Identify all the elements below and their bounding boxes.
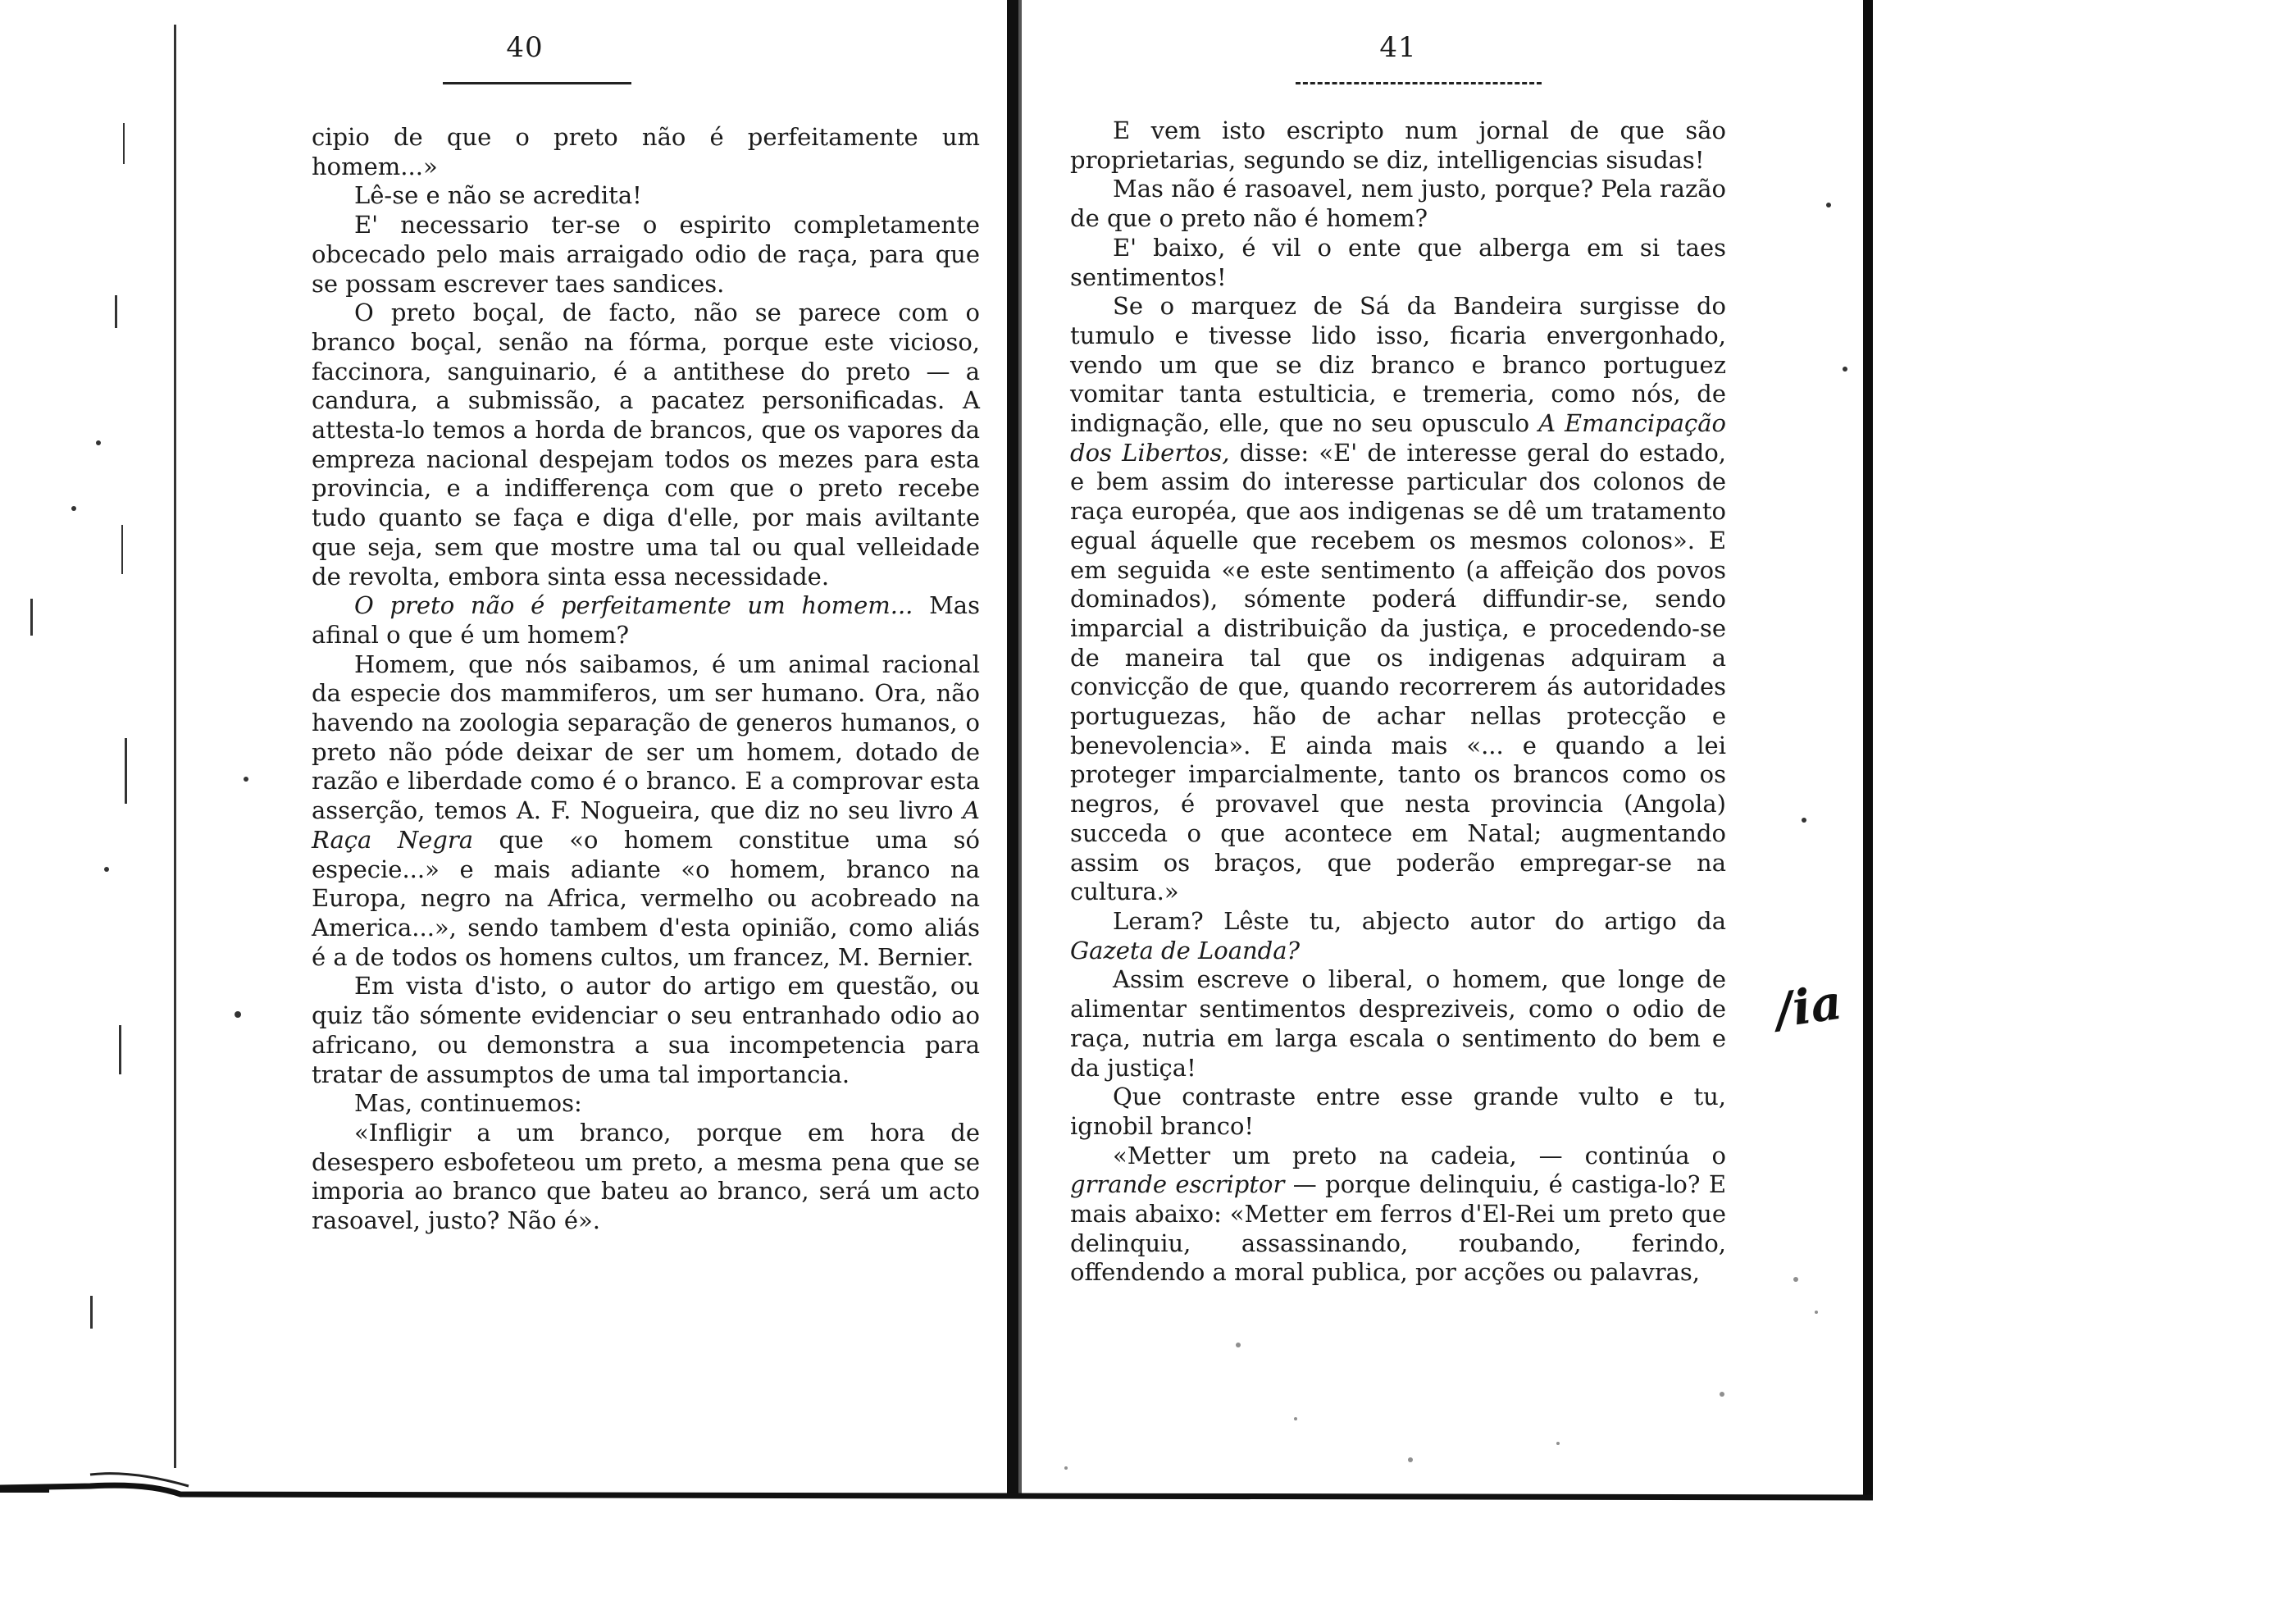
left-page-text	[312, 123, 980, 1236]
header-rule-right	[1296, 82, 1542, 84]
page-number-left: 40	[506, 31, 544, 64]
right-page-text	[1070, 116, 1726, 1288]
paragraph-rest: que «o homem constitue uma só especie...» e mais adiante «o homem, branco na Europa, negro na Africa, vermelho ou acobreado na America...», sendo tambem d'esta opinião, como aliás é a de todos os homens cultos, um francez, M. Bernier.	[312, 825, 981, 971]
paragraph: Em vista d'isto, o autor do artigo em questão, ou quiz tão sómente evidenciar o seu entranhado odio ao africano, ou demonstra a sua incompetencia para tratar de assumptos de uma tal importancia.	[312, 972, 980, 1088]
paragraph: cipio de que o preto não é perfeitamente um homem...»	[312, 123, 980, 180]
handwritten-margin-note: /ia	[1771, 973, 1846, 1039]
paragraph	[1070, 292, 1726, 907]
paragraph	[312, 650, 980, 973]
paragraph-text: Leram? Lêste tu, abjecto autor do artigo da	[1113, 906, 1726, 935]
paragraph: Que contraste entre esse grande vulto e tu, ignobil branco!	[1070, 1083, 1726, 1140]
paragraph-rest: disse: «E' de interesse geral do estado, e bem assim do interesse particular dos colonos de raça européa, que aos indigenas se dê um tratamento egual áquelle que recebem os mesmos colonos». E em seguida «e este sentimento (a affeição dos povos dominados), sómente poderá diffundir-se, sendo imparcial a distribuição da justiça, e procedendo-se de maneira tal que os indigenas adquiram a convicção de que, quando recorrerem ás autoridades portuguezas, hão de achar nellas protecção e benevolencia». E ainda mais «... e quando a lei proteger imparcialmente, tanto os brancos como os negros, é provavel que nesta provincia (Angola) succeda o que acontece em Natal; augmentando assim os braços, que poderão empregar-se na cultura.»	[1070, 438, 1726, 906]
book-title: A Raça Negra	[312, 796, 980, 854]
paragraph: Mas, continuemos:	[354, 1089, 582, 1118]
paragraph-text: Homem, que nós saibamos, é um animal racional da especie dos mammiferos, um ser humano. Ora, não havendo na zoologia separação de generos humanos, o preto não póde deixar de ser um homem, dotado de razão e liberdade como é o branco. E a comprovar esta asserção, temos A. F. Nogueira, que diz no seu livro	[312, 650, 980, 825]
italic-quote: O preto não é perfeitamente um homem...	[354, 591, 913, 620]
gutter-edge	[1018, 0, 1022, 1494]
paragraph-rest: Mas afinal o que é um homem?	[312, 591, 980, 649]
paragraph	[1070, 1142, 1726, 1288]
paragraph: E vem isto escripto num jornal de que são proprietarias, segundo se diz, intelligencias sisudas!	[1070, 116, 1726, 174]
paragraph	[312, 591, 980, 650]
page-number-right: 41	[1379, 31, 1417, 64]
paragraph: E' necessario ter-se o espirito completamente obcecado pelo mais arraigado odio de raça, para que se possam escrever taes sandices.	[312, 211, 980, 298]
paragraph: E' baixo, é vil o ente que alberga em si taes sentimentos!	[1070, 233, 1726, 291]
paragraph-text: «Metter um preto na cadeia, — continúa o	[1113, 1141, 1726, 1169]
gutter-shadow	[1007, 0, 1018, 1494]
header-rule-left	[443, 82, 631, 84]
paragraph	[1070, 907, 1726, 965]
paragraph: «Infligir a um branco, porque em hora de desespero esbofeteou um preto, a mesma pena que se imporia ao branco que bateu ao branco, será um acto rasoavel, justo? Não é».	[312, 1118, 980, 1235]
paragraph: Assim escreve o liberal, o homem, que longe de alimentar sentimentos despreziveis, como o odio de raça, nutria em larga escala o sentimento do bem e da justiça!	[1070, 965, 1726, 1082]
newspaper-title: Gazeta de Loanda?	[1070, 936, 1301, 964]
paragraph-text: Se o marquez de Sá da Bandeira surgisse do tumulo e tivesse lido isso, ficaria envergonhado, vendo um que se diz branco e branco portuguez vomitar tanta estulticia, e tremeria, como nós, de indignação, elle, que no seu opusculo	[1070, 292, 1726, 438]
paragraph: O preto boçal, de facto, não se parece com o branco boçal, senão na fórma, porque este vicioso, faccinora, sanguinario, é a antithese do preto — a candura, a submissão, a pacatez personificadas. A attesta-lo temos a horda de brancos, que os vapores da empreza nacional despejam todos os mezes para esta provincia, e a indifferença com que o preto recebe tudo quanto se faça e diga d'elle, por mais aviltante que seja, sem que mostre uma tal ou qual velleidade de revolta, embora sinta essa necessidade.	[312, 299, 980, 590]
binding-clip	[0, 1486, 49, 1493]
right-page	[1033, 0, 1870, 1493]
book-title: A Emancipação dos Libertos,	[1070, 409, 1727, 467]
paragraph-rest: — porque delinquiu, é castiga-lo? E mais abaixo: «Metter em ferros d'El-Rei um preto que delinquiu, assassinando, roubando, ferindo, offendendo a moral publica, por acções ou palavras,	[1070, 1170, 1726, 1287]
paragraph: Mas não é rasoavel, nem justo, porque? Pela razão de que o preto não é homem?	[1070, 175, 1726, 233]
left-page	[172, 0, 1009, 1493]
ironic-epithet: grrande escriptor	[1070, 1170, 1285, 1199]
paragraph: Lê-se e não se acredita!	[354, 181, 642, 210]
